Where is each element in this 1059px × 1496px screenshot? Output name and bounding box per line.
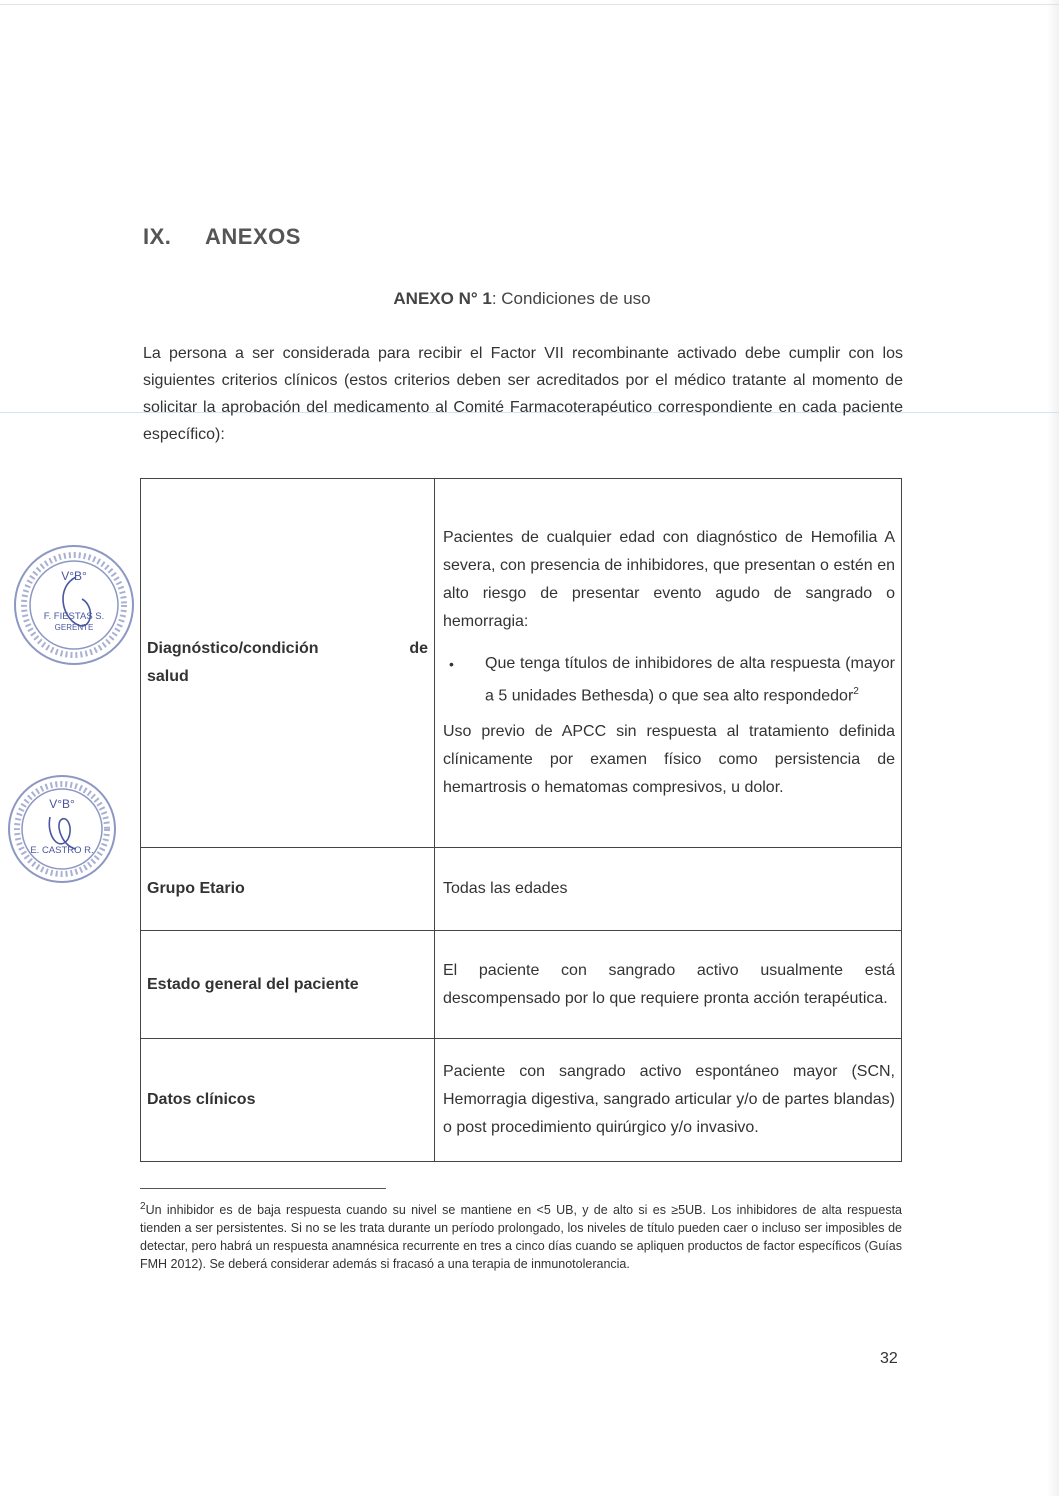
approval-stamp-icon (14, 545, 134, 665)
footnote-ref: 2 (853, 685, 859, 697)
scan-top-edge (0, 4, 1059, 5)
diagnosis-label-part-3: salud (147, 668, 189, 685)
table-row (141, 931, 902, 1039)
row-label-diagnosis (141, 479, 435, 848)
footnote-divider (140, 1188, 386, 1189)
section-title: ANEXOS (205, 224, 301, 249)
row-label-general-state: Estado general del paciente (141, 931, 435, 1039)
row-value-diagnosis (435, 479, 902, 848)
stamp-vb: V°B° (61, 569, 87, 583)
row-label-clinical-data: Datos clínicos (141, 1039, 435, 1162)
bullet-text: Que tenga títulos de inhibidores de alta respuesta (mayor a 5 unidades Bethesda) o que sea alto respondedor (485, 654, 895, 705)
annex-number: ANEXO N° 1 (393, 289, 492, 308)
stamp-role: GERENTE (54, 623, 94, 632)
stamp-name: F. FIESTAS S. (43, 611, 105, 622)
row-label-age-group: Grupo Etario (141, 848, 435, 931)
page-number: 32 (880, 1350, 898, 1367)
row-value-age-group: Todas las edades (435, 848, 902, 931)
annex-title (143, 289, 901, 309)
diagnosis-paragraph-1: Pacientes de cualquier edad con diagnóstico de Hemofilia A severa, con presencia de inhibidores, que presentan o estén en alto riesgo de presentar evento agudo de sangrado o hemorragia: (443, 528, 895, 630)
table-row (141, 848, 902, 931)
footnote (140, 1198, 902, 1273)
stamp-name: E. CASTRO R. (30, 845, 94, 856)
row-value-general-state: El paciente con sangrado activo usualmente está descompensado por lo que requiere pronta acción terapéutica. (435, 931, 902, 1039)
diagnosis-label-part-1: Diagnóstico/condición (147, 640, 319, 657)
intro-paragraph: La persona a ser considerada para recibir el Factor VII recombinante activado debe cumplir con los siguientes criterios clínicos (estos criterios deben ser acreditados por el médico tratante al momento de solicitar la aprobación del medicamento al Comité Farmacoterapéutico correspondiente en cada paciente específico): (143, 345, 903, 443)
footnote-text: Un inhibidor es de baja respuesta cuando su nivel se mantiene en <5 UB, y de alto si es ≥5UB. Los inhibidores de alta respuesta tienden a ser persistentes. Si no se les trata durante un período prolongado, los niveles de título pueden caer o incluso ser imposibles de detectar, pero habrá un respuesta anamnésica recurrente en tres a cinco días cuando se apliquen productos de factor específicos (Guías FMH 2012). Se deberá considerar además si fracasó a una terapia de inmunotolerancia. (140, 1203, 902, 1272)
diagnosis-label-part-2: de (409, 640, 428, 657)
row-value-clinical-data: Paciente con sangrado activo espontáneo mayor (SCN, Hemorragia digestiva, sangrado articular y/o de partes blandas) o post procedimiento quirúrgico y/o invasivo. (435, 1039, 902, 1162)
section-number: IX. (143, 224, 172, 249)
approval-stamp-icon (8, 775, 116, 883)
section-heading (143, 224, 301, 250)
scan-right-shadow (1047, 0, 1059, 1496)
conditions-table (140, 478, 902, 1162)
table-row (141, 479, 902, 848)
annex-subtitle: : Condiciones de uso (491, 289, 651, 308)
stamp-seal-icon (10, 777, 114, 881)
list-item (443, 650, 895, 710)
stamp-seal-icon (16, 547, 132, 663)
stamp-vb: V°B° (49, 797, 75, 811)
bullet-icon: • (449, 655, 454, 672)
footnote-marker: 2 (140, 1201, 146, 1212)
diagnosis-paragraph-2: Uso previo de APCC sin respuesta al tratamiento definida clínicamente por examen físico como persistencia de hemartrosis o hematomas compresivos, u dolor. (443, 723, 895, 797)
table-row (141, 1039, 902, 1162)
